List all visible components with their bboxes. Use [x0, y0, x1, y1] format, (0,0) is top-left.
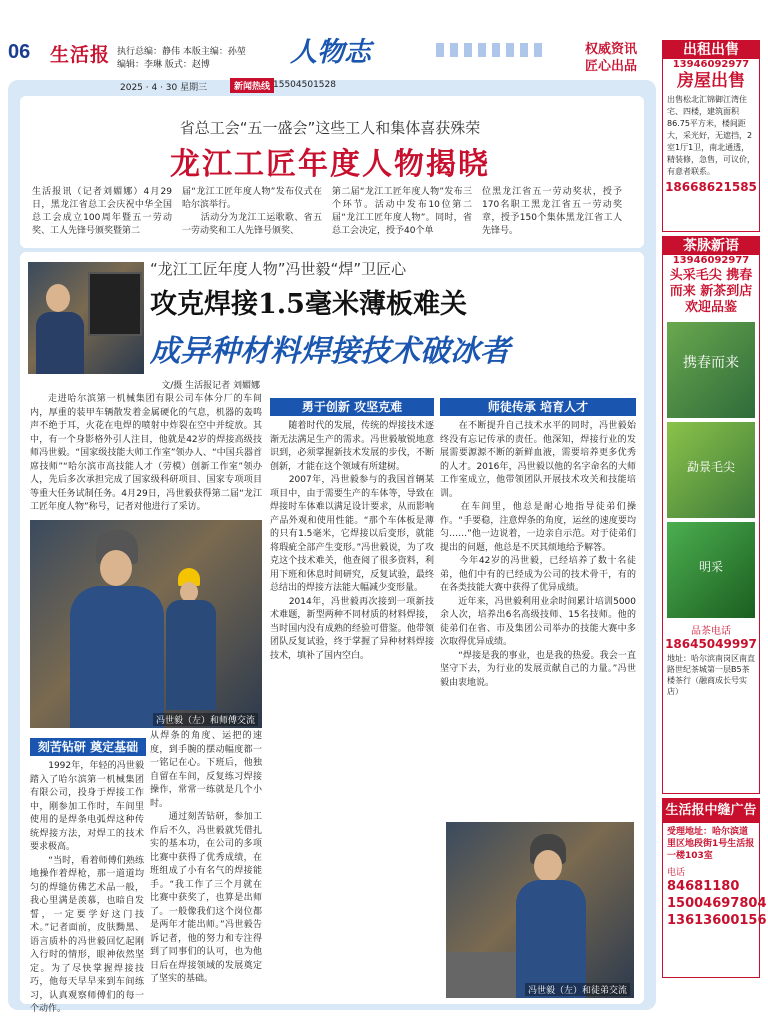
classified-ad-address: 受理地址：哈尔滨道里区地段街1号生活报一楼103室 — [667, 827, 755, 861]
slogan-line-2: 匠心出品 — [585, 59, 638, 74]
tea-ad-title: 茶脉新语 — [663, 237, 759, 255]
paper-logo: 生活报 — [50, 44, 111, 66]
master-body-shape — [70, 586, 164, 728]
house-ad-phone: 13946092977 — [672, 59, 750, 70]
section-2-heading: 勇于创新 攻坚克难 — [270, 398, 434, 416]
article-2-title-2: 成异种材料焊接技术破冰者 — [150, 334, 510, 369]
section-3-text: 在不断提升自己技术水平的同时，冯世毅始终没有忘记传承的责任。他深知，焊接行业的发展需要源源不断的新鲜血液，需要培养更多优秀的人才。2016年，冯世毅以他的名字命名的大师工作室成立，他带领团队开展技术攻关和技能培训。 在车间里，他总是耐心地指导徒弟们操作。“手要稳，注意焊条的角度，运丝的速度要均匀……”他一边说着，一边亲自示范。对于徒弟们提出的问题，他总是不厌其烦地给予解答。 今年42岁的冯世毅，已经培养了数十名徒弟，他们中有的已经成为公司的技术骨干，有的在各类技能大赛中获得了优异成绩。 近年来，冯世毅利用业余时间累计培训5000余人次，培养出6名高级技师、15名技师。他的徒弟们在省、市及集团公司举办的技能大赛中多次取得优异成绩。 “焊接是我的事业，也是我的热爱。我会一直坚守下去，为行业的发展贡献自己的力量。”冯世毅由衷地说。 — [440, 421, 636, 688]
hotline-label: 新闻热线 — [230, 78, 274, 93]
welder-body-shape — [516, 880, 586, 998]
workpiece-shape — [446, 952, 516, 998]
page-number: 06 — [8, 41, 31, 63]
article-1-title: 龙江工匠年度人物揭晓 — [170, 147, 490, 182]
article-2-byline: 文/摄 生活报记者 刘媚娜 — [161, 381, 260, 391]
classified-ad — [662, 798, 767, 978]
person-head-shape — [46, 284, 70, 312]
welder-head-shape — [534, 850, 562, 882]
tea-product-box-3: 明采 — [667, 522, 755, 618]
tea-address: 地址：哈尔滨南岗区南直路世纪茶城第一层B5茶楼茶行（融商成长号实店） — [667, 654, 755, 696]
welding-photo — [446, 822, 634, 998]
house-ad-text: 出售松北汇锦御江湾住宅、四楼，建筑面积86.75平方米，楼间距大，采光好，无遮挡，2室1厅1卫，南北通透，精装修，急售，可议价，有意者联系。 — [667, 95, 755, 176]
section-1-heading: 刻苦钻研 奠定基础 — [30, 738, 146, 756]
tea-hotline: 18645049997 — [665, 637, 757, 651]
master-head-shape — [100, 550, 132, 586]
portrait-photo — [28, 262, 144, 374]
tea-product-box-2: 勐景毛尖 — [667, 422, 755, 518]
section-2-text: 随着时代的发展，传统的焊接技术逐渐无法满足生产的需求。冯世毅敏锐地意识到，必须掌握新技术发展的步伐，不断创新，才能在这个领域有所建树。 2007年，冯世毅参与的我国首辆某项目中，由于需要生产的车体等，导致在焊接时车体难以满足设计要求，从而影响产品外观和使用性能。“那个车体板是薄的只有1.5毫米，它焊接以后变形，就能将瑕疵全部产生变形。”冯世毅说，为了攻克这个技术难关，他查阅了很多资料，利用下班和休息时间研究，反复试验，最终总结出的焊接方法能大幅减少变形量。 2014年，冯世毅再次接到一项新技术难题，新型两种不同材质的材料焊接，当时国内没有成熟的经验可借鉴。他带领团队反复试验，终于掌握了异种材料焊接技术，填补了国内空白。 — [270, 421, 434, 661]
house-ad-headline: 房屋出售 — [677, 71, 745, 91]
apprentice-body-shape — [166, 600, 216, 710]
house-ad-contact: 18668621585 — [665, 180, 757, 194]
workshop-photo — [30, 520, 262, 728]
article-1-col-4: 位黑龙江省五一劳动奖状，授予170名职工黑龙江省五一劳动奖章，授予150个集体黑龙江省工人先锋号。 — [482, 187, 622, 236]
classified-phone-3: 13613600156 — [667, 913, 767, 928]
article-2-title: 攻克焊接1.5毫米薄板难关 — [150, 289, 467, 320]
classified-phone-1: 84681180 — [667, 879, 740, 894]
editor-line-1: 执行总编：静伟 本版主编：孙堃 — [117, 47, 246, 57]
article-2-subtitle: “龙江工匠年度人物”冯世毅“焊”卫匠心 — [150, 260, 407, 278]
person-body-shape — [36, 312, 84, 374]
ads-sidebar — [662, 40, 767, 978]
tea-ad — [662, 236, 760, 794]
tea-ad-banner: 头采毛尖 携春而来 新茶到店 欢迎品鉴 — [669, 268, 753, 315]
photo-1-caption: 冯世毅（左）和师傅交流 — [153, 713, 258, 726]
tea-hotline-label: 品茶电话 — [691, 626, 731, 637]
section-title: 人物志 — [290, 37, 371, 68]
article-1-col-1: 生活报讯（记者刘媚娜）4月29日，黑龙江省总工会庆祝中华全国总工会成立100周年暨五一劳动奖、工人先锋号颁奖暨第二 — [32, 187, 172, 236]
editor-line-2: 编辑：李琳 版式：赵博 — [117, 60, 210, 70]
photo-2-caption: 冯世毅（左）和徒弟交流 — [525, 983, 630, 996]
section-1-col-1: 1992年，年轻的冯世毅踏入了哈尔滨第一机械集团有限公司，投身于焊接工作中，刚参加工作时，车间里使用的是焊条电弧焊这种传统焊接方法，对焊工的技术要求极高。 “当时，看着师傅们熟练地操作着焊枪，那一道道均匀的焊缝仿佛艺术品一般，我心里满是羡慕，也暗自发誓，一定要学好这门技术。”记者面前，皮肤黝黑、语言质朴的冯世毅回忆起刚入行时的情形，眼神依然坚定。为了尽快掌握焊接技巧，他每天早早来到车间练习，认真观察师傅们的每一个动作。 — [30, 761, 144, 1014]
house-ad-title: 出租出售 — [663, 41, 759, 59]
article-1-subtitle: 省总工会“五一盛会”这些工人和集体喜获殊荣 — [179, 119, 481, 137]
classified-ad-title: 生活报中缝广告 — [663, 799, 759, 823]
hotline-number: 15504501528 — [273, 80, 336, 90]
issue-date: 2025 · 4 · 30 星期三 — [120, 83, 208, 93]
article-2-lead: 走进哈尔滨第一机械集团有限公司车体分厂的车间内，厚重的装甲车辆散发着金属硬化的气息，机器的轰鸣声不绝于耳，火花在电焊的喷射中炸裂在空中并绽放。其中，有一个身影格外引人注目，他就是42岁的焊接高级技师冯世毅。“国家级技能大师工作室”领办人、“中国兵器首席技师”“哈尔滨市高技能人才（劳模）创新工作室”领办人，先后多次承担完成了国家级科研项目、国家专项项目等重大任务试制任务。4月29日，冯世毅获得第二届“龙江工匠年度人物”称号，记者对他进行了采访。 — [30, 394, 262, 512]
house-ad — [662, 40, 760, 232]
tea-ad-phone: 13946092977 — [672, 255, 750, 266]
monitor-shape — [88, 272, 142, 336]
apprentice-head-shape — [180, 582, 198, 602]
tea-product-box-1: 携春而来 — [667, 322, 755, 418]
classified-phone-label: 电话 — [667, 868, 686, 878]
slogan-line-1: 权威资讯 — [585, 42, 638, 57]
header-decoration — [436, 43, 546, 57]
article-1-col-3: 第二届“龙江工匠年度人物”发布三个环节。活动中发布10位第二届“龙江工匠年度人物”。同时，省总工会决定，授予40个单 — [332, 187, 472, 236]
classified-phone-2: 15004697804 — [667, 896, 767, 911]
section-1-col-2: 从焊条的角度、运把的速度，到手腕的摆动幅度都一一铭记在心。下班后，他独自留在车间，反复练习焊接操作，常常一练就是几个小时。 通过刻苦钻研，参加工作后不久，冯世毅就凭借扎实的基本功，在公司的多项比赛中获得了优秀成绩，在班组成了小有名气的焊接能手。“我工作了三个月就在比赛中获奖了，也算是出师了。一般像我们这个岗位都是两年才能出师。”冯世毅告诉记者，他的努力和专注得到了同事们的认可，也为他日后在焊接领域的发展奠定了坚实的基础。 — [150, 731, 262, 984]
section-3-heading: 师徒传承 培育人才 — [440, 398, 636, 416]
article-1-col-2: 届“龙江工匠年度人物”发布仪式在哈尔滨举行。 活动分为龙江工运歌歌、省五一劳动奖和工人先锋号颁奖、 — [182, 187, 322, 236]
